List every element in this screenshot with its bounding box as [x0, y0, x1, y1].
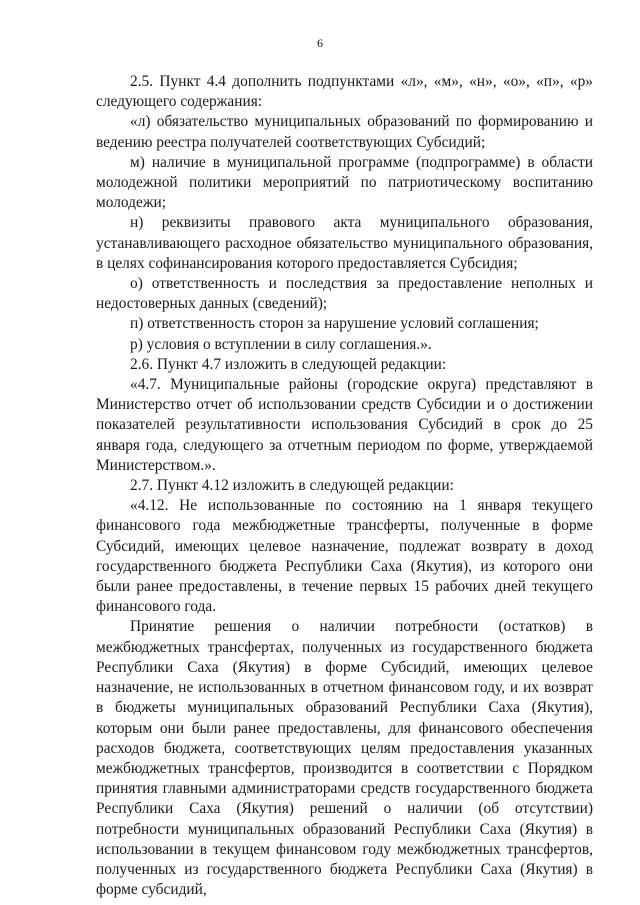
- subitem-l: «л) обязательство муниципальных образований по формированию и ведению реестра получателей соответствующих Субсидий;: [96, 113, 593, 151]
- document-body: [96, 72, 593, 900]
- item-4-12-text: «4.12. Не использованные по состоянию на 1 января текущего финансового года межбюджетные трансферты, полученные в форме Субсидий, имеющих целевое назначение, подлежат возврату в доход государственного бюджета Республики Саха (Якутия), из которого они были ранее предоставлены, в течение первых 15 рабочих дней текущего финансового года.: [96, 497, 593, 616]
- subitem-o: о) ответственность и последствия за предоставление неполных и недостоверных данных (сведений);: [96, 275, 593, 313]
- subitem-n: н) реквизиты правового акта муниципального образования, устанавливающего расходное обязательство муниципального образования, в целях софинансирования которого предоставляется Субсидия;: [96, 214, 593, 272]
- item-4-12-continuation: Принятие решения о наличии потребности (остатков) в межбюджетных трансфертах, полученных из государственного бюджета Республики Саха (Якутия) в форме Субсидий, имеющих целевое назначение, не использованных в отчетном финансовом году, и их возврат в бюджеты муниципальных образований Республики Саха (Якутия), которым они были ранее предоставлены, для финансового обеспечения расходов бюджета, соответствующих целям предоставления указанных межбюджетных трансфертов, производится в соответствии с Порядком принятия главными администраторами средств государственного бюджета Республики Саха (Якутия) решений о наличии (об отсутствии) потребности муниципальных образований Республики Саха (Якутия) в использовании в текущем финансовом году межбюджетных трансфертов, полученных из государственного бюджета Республики Саха (Якутия) в форме субсидий,: [96, 618, 593, 899]
- item-4-7-text: «4.7. Муниципальные районы (городские округа) представляют в Министерство отчет об использовании средств Субсидии и о достижении показателей результативности использования Субсидий в срок до 25 января года, следующего за отчетным периодом по форме, утверждаемой Министерством.».: [96, 376, 593, 474]
- subitem-p: п) ответственность сторон за нарушение условий соглашения;: [130, 315, 539, 333]
- subitem-r: р) условия о вступлении в силу соглашения.».: [130, 335, 432, 353]
- paragraph-2-5: 2.5. Пункт 4.4 дополнить подпунктами «л», «м», «н», «о», «п», «р» следующего содержания:: [96, 73, 593, 111]
- paragraph-2-7: 2.7. Пункт 4.12 изложить в следующей редакции:: [130, 477, 454, 495]
- paragraph-2-6: 2.6. Пункт 4.7 изложить в следующей редакции:: [130, 355, 447, 373]
- subitem-m: м) наличие в муниципальной программе (подпрограмме) в области молодежной политики мероприятий по патриотическому воспитанию молодежи;: [96, 153, 593, 212]
- page-number: 6: [317, 36, 323, 50]
